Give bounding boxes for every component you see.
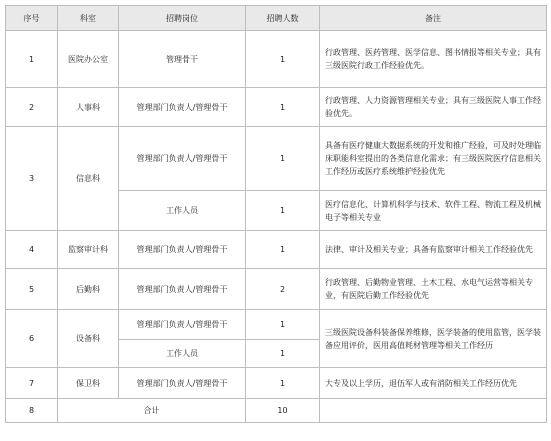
cell-position: 管理部门负责人/管理骨干 xyxy=(119,88,246,127)
cell-seq: 5 xyxy=(6,269,58,310)
cell-dept: 信息科 xyxy=(58,127,119,231)
cell-seq: 3 xyxy=(6,127,58,231)
cell-note: 医疗信息化、计算机科学与技术、软件工程、物流工程及机械电子等相关专业 xyxy=(320,191,547,231)
total-note xyxy=(320,399,547,423)
header-seq: 序号 xyxy=(6,6,58,31)
table-row xyxy=(6,269,547,310)
cell-seq: 7 xyxy=(6,368,58,399)
cell-dept: 医院办公室 xyxy=(58,31,119,88)
total-row xyxy=(6,399,547,423)
recruitment-table xyxy=(5,5,547,423)
cell-count: 1 xyxy=(246,31,320,88)
cell-dept: 设备科 xyxy=(58,310,119,368)
total-seq: 8 xyxy=(6,399,58,423)
cell-count: 2 xyxy=(246,269,320,310)
total-label: 合计 xyxy=(58,399,246,423)
cell-note: 具备有医疗健康大数据系统的开发和推广经验，可及时处理临床职能科室提出的各类信息化需求；有三级医院医疗信息相关工作经历或医疗系统维护经验优先 xyxy=(320,127,547,191)
cell-seq: 6 xyxy=(6,310,58,368)
cell-dept: 人事科 xyxy=(58,88,119,127)
header-position: 招聘岗位 xyxy=(119,6,246,31)
cell-position: 管理部门负责人/管理骨干 xyxy=(119,310,246,340)
table-row xyxy=(6,368,547,399)
table-header-row xyxy=(6,6,547,31)
cell-count: 1 xyxy=(246,340,320,368)
table-row xyxy=(6,31,547,88)
cell-count: 1 xyxy=(246,368,320,399)
header-dept: 科室 xyxy=(58,6,119,31)
cell-count: 1 xyxy=(246,231,320,269)
cell-count: 1 xyxy=(246,88,320,127)
cell-position: 管理部门负责人/管理骨干 xyxy=(119,127,246,191)
cell-seq: 2 xyxy=(6,88,58,127)
cell-dept: 保卫科 xyxy=(58,368,119,399)
cell-count: 1 xyxy=(246,127,320,191)
cell-seq: 1 xyxy=(6,31,58,88)
cell-position: 管理部门负责人/管理骨干 xyxy=(119,231,246,269)
cell-note: 行政管理、人力资源管理相关专业；具有三级医院人事工作经验优先。 xyxy=(320,88,547,127)
cell-position: 工作人员 xyxy=(119,340,246,368)
table-row xyxy=(6,231,547,269)
cell-dept: 监察审计科 xyxy=(58,231,119,269)
table-row xyxy=(6,310,547,340)
cell-position: 管理骨干 xyxy=(119,31,246,88)
cell-note: 大专及以上学历，退伍军人或有消防相关工作经历优先 xyxy=(320,368,547,399)
table-row xyxy=(6,127,547,191)
table-row xyxy=(6,88,547,127)
cell-count: 1 xyxy=(246,310,320,340)
header-count: 招聘人数 xyxy=(246,6,320,31)
cell-dept: 后勤科 xyxy=(58,269,119,310)
cell-position: 工作人员 xyxy=(119,191,246,231)
cell-note: 行政管理、医药管理、医学信息、图书情报等相关专业；具有三级医院行政工作经验优先。 xyxy=(320,31,547,88)
cell-note: 行政管理、后勤物业管理、土木工程、水电气运营等相关专业，有医院后勤工作经验优先 xyxy=(320,269,547,310)
cell-position: 管理部门负责人/管理骨干 xyxy=(119,269,246,310)
cell-count: 1 xyxy=(246,191,320,231)
cell-position: 管理部门负责人/管理骨干 xyxy=(119,368,246,399)
cell-note: 法律、审计及相关专业；具备有监察审计相关工作经验优先 xyxy=(320,231,547,269)
header-note: 备注 xyxy=(320,6,547,31)
total-count: 10 xyxy=(246,399,320,423)
cell-note: 三级医院设备科装备保养维修，医学装备的使用监管，医学装备应用评价，医用高值耗材管理等相关工作经历 xyxy=(320,310,547,368)
cell-seq: 4 xyxy=(6,231,58,269)
